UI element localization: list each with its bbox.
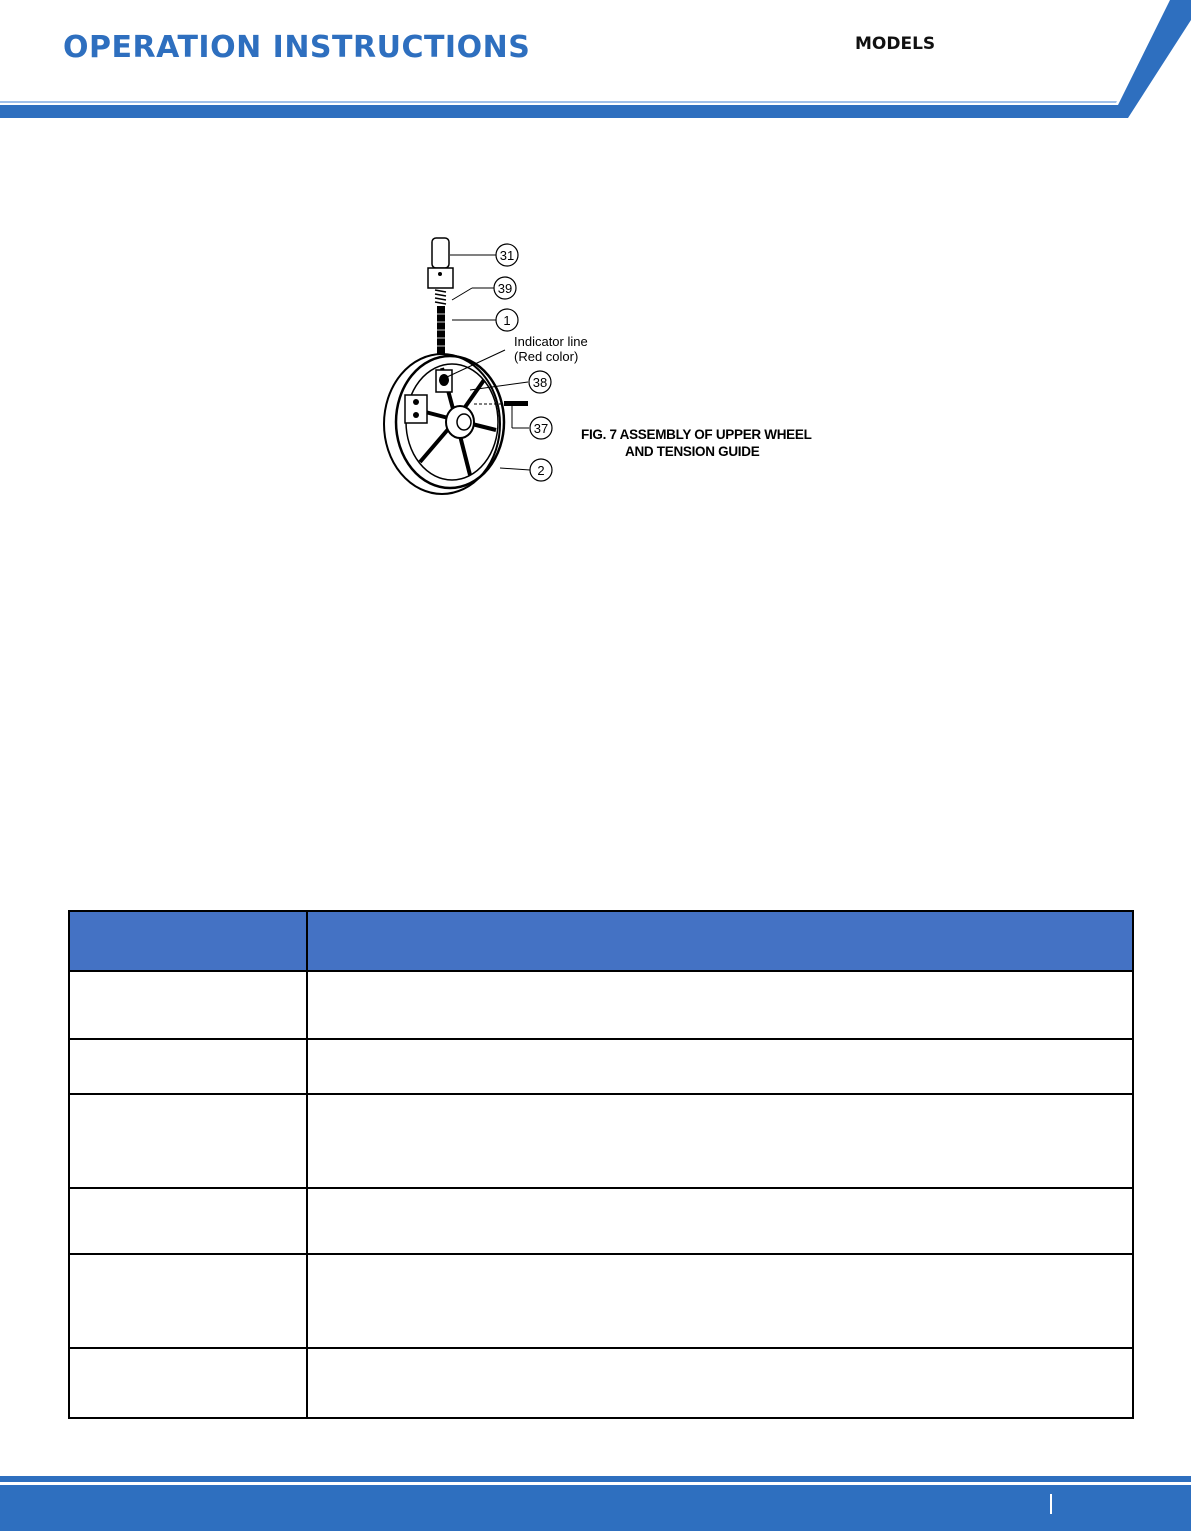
callout-1: 1 xyxy=(503,313,511,328)
callout-leaders xyxy=(0,0,1191,600)
page-title: OPERATION INSTRUCTIONS xyxy=(63,30,531,65)
table-cell xyxy=(307,1254,1133,1348)
spec-table xyxy=(68,910,1134,1419)
models-label: MODELS xyxy=(855,34,936,54)
callout-39: 39 xyxy=(497,281,513,296)
table-cell xyxy=(69,971,307,1039)
figure-caption-line-2: AND TENSION GUIDE xyxy=(625,444,760,459)
table-cell xyxy=(69,1188,307,1254)
callout-31: 31 xyxy=(499,248,515,263)
callout-38: 38 xyxy=(532,375,548,390)
table-row xyxy=(69,1039,1133,1094)
indicator-line-text-2: (Red color) xyxy=(514,349,579,364)
table-header-cell xyxy=(69,911,307,971)
table-row xyxy=(69,1188,1133,1254)
table-cell xyxy=(69,1254,307,1348)
table-header-cell xyxy=(307,911,1133,971)
indicator-line-text-1: Indicator line xyxy=(514,334,588,349)
table-cell xyxy=(69,1094,307,1188)
table-cell xyxy=(307,1039,1133,1094)
table-row xyxy=(69,971,1133,1039)
indicator-line-label xyxy=(514,334,588,364)
table-cell xyxy=(307,971,1133,1039)
table-row xyxy=(69,1348,1133,1418)
table-header-row xyxy=(69,911,1133,971)
table-row xyxy=(69,1094,1133,1188)
callout-37: 37 xyxy=(533,421,549,436)
table-row xyxy=(69,1254,1133,1348)
table-cell xyxy=(307,1188,1133,1254)
figure-caption-line-1: FIG. 7 ASSEMBLY OF UPPER WHEEL xyxy=(581,427,812,442)
table-cell xyxy=(307,1094,1133,1188)
table-cell xyxy=(69,1039,307,1094)
figure-caption xyxy=(581,426,861,460)
table-cell xyxy=(69,1348,307,1418)
footer-band xyxy=(0,1472,1191,1531)
callout-2: 2 xyxy=(537,463,545,478)
table-cell xyxy=(307,1348,1133,1418)
